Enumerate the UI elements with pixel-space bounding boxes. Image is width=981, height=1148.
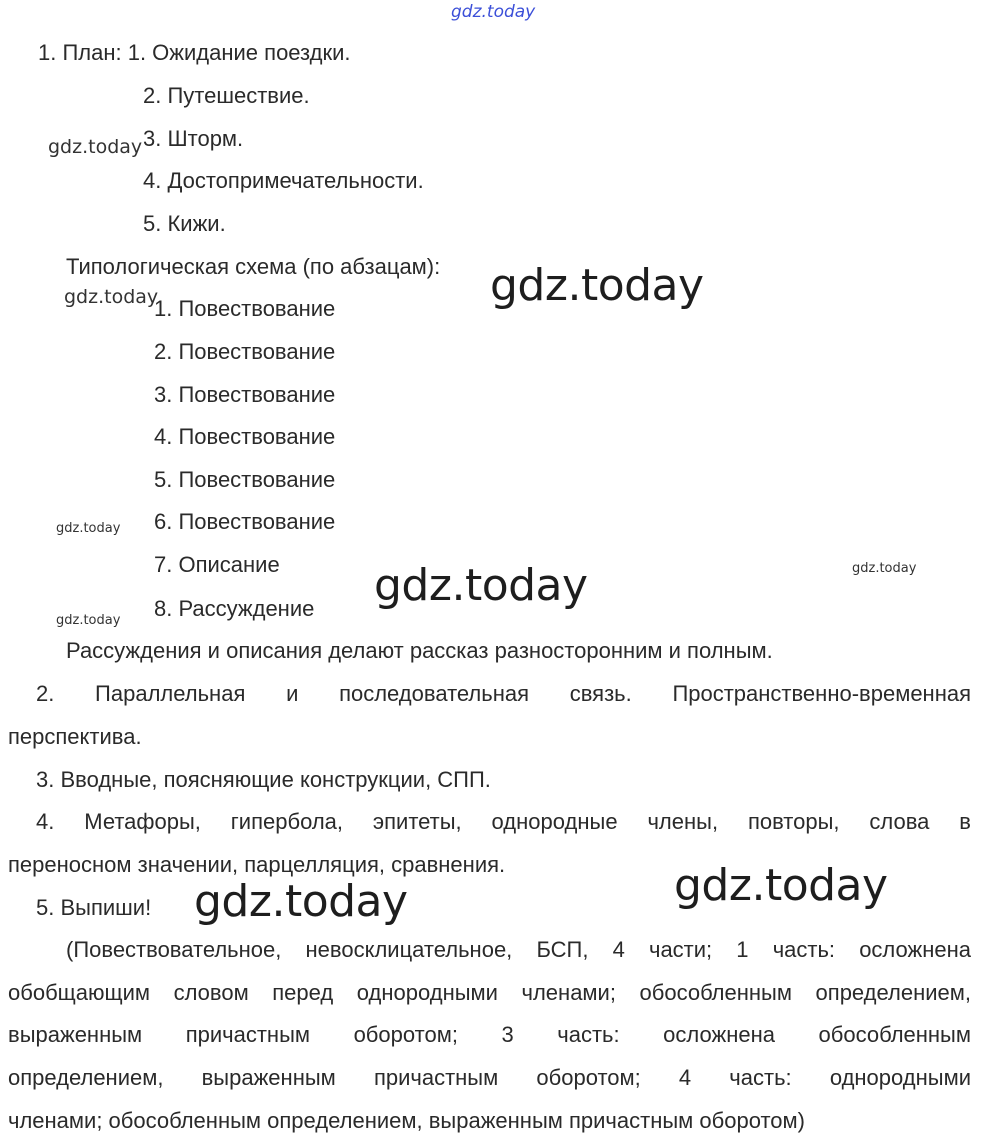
watermark-top: gdz.today (451, 2, 536, 22)
watermark-left-overlap: gdz.today (64, 286, 159, 308)
scheme-item: 4. Повествование (154, 424, 336, 449)
plan-item: 4. Достопримечательности. (143, 168, 424, 193)
watermark-big: gdz.today (490, 260, 704, 311)
scheme-item: 6. Повествование (154, 509, 336, 534)
answer-5: 5. Выпиши! (36, 895, 152, 920)
watermark-left: gdz.today (48, 136, 143, 158)
parse-line: членами; обособленным определением, выраженным причастным оборотом) (8, 1108, 805, 1133)
plan-item: 5. Кижи. (143, 211, 226, 236)
plan-intro: 1. План: 1. Ожидание поездки. (38, 40, 351, 65)
answer-2-line: 2. Параллельная и последовательная связь. Пространственно-временная (36, 681, 971, 706)
watermark-big: gdz.today (194, 876, 408, 927)
watermark-small: gdz.today (56, 613, 121, 628)
scheme-item: 7. Описание (154, 552, 280, 577)
scheme-title: Типологическая схема (по абзацам): (66, 254, 441, 279)
parse-line: обобщающим словом перед однородными членами; обособленным определением, (8, 980, 971, 1005)
scheme-item: 8. Рассуждение (154, 596, 315, 621)
answer-4-line: 4. Метафоры, гипербола, эпитеты, однородные члены, повторы, слова в (36, 809, 971, 834)
watermark-big: gdz.today (674, 860, 888, 911)
scheme-item: 5. Повествование (154, 467, 336, 492)
scheme-item: 1. Повествование (154, 296, 336, 321)
parse-line: выраженным причастным оборотом; 3 часть: осложнена обособленным (8, 1022, 971, 1047)
scheme-item: 2. Повествование (154, 339, 336, 364)
parse-line: (Повествовательное, невосклицательное, БСП, 4 части; 1 часть: осложнена (66, 937, 971, 962)
watermark-small: gdz.today (852, 561, 917, 576)
answer-2-line: перспектива. (8, 724, 142, 749)
watermark-big: gdz.today (374, 560, 588, 611)
plan-item: 2. Путешествие. (143, 83, 310, 108)
answer-3: 3. Вводные, поясняющие конструкции, СПП. (36, 767, 491, 792)
plan-item: 3. Шторм. (143, 126, 244, 151)
answer-4-line: переносном значении, парцелляция, сравнения. (8, 852, 506, 877)
scheme-item: 3. Повествование (154, 382, 336, 407)
watermark-small: gdz.today (56, 521, 121, 536)
scheme-conclusion: Рассуждения и описания делают рассказ разносторонним и полным. (66, 638, 773, 663)
parse-line: определением, выраженным причастным оборотом; 4 часть: однородными (8, 1065, 971, 1090)
